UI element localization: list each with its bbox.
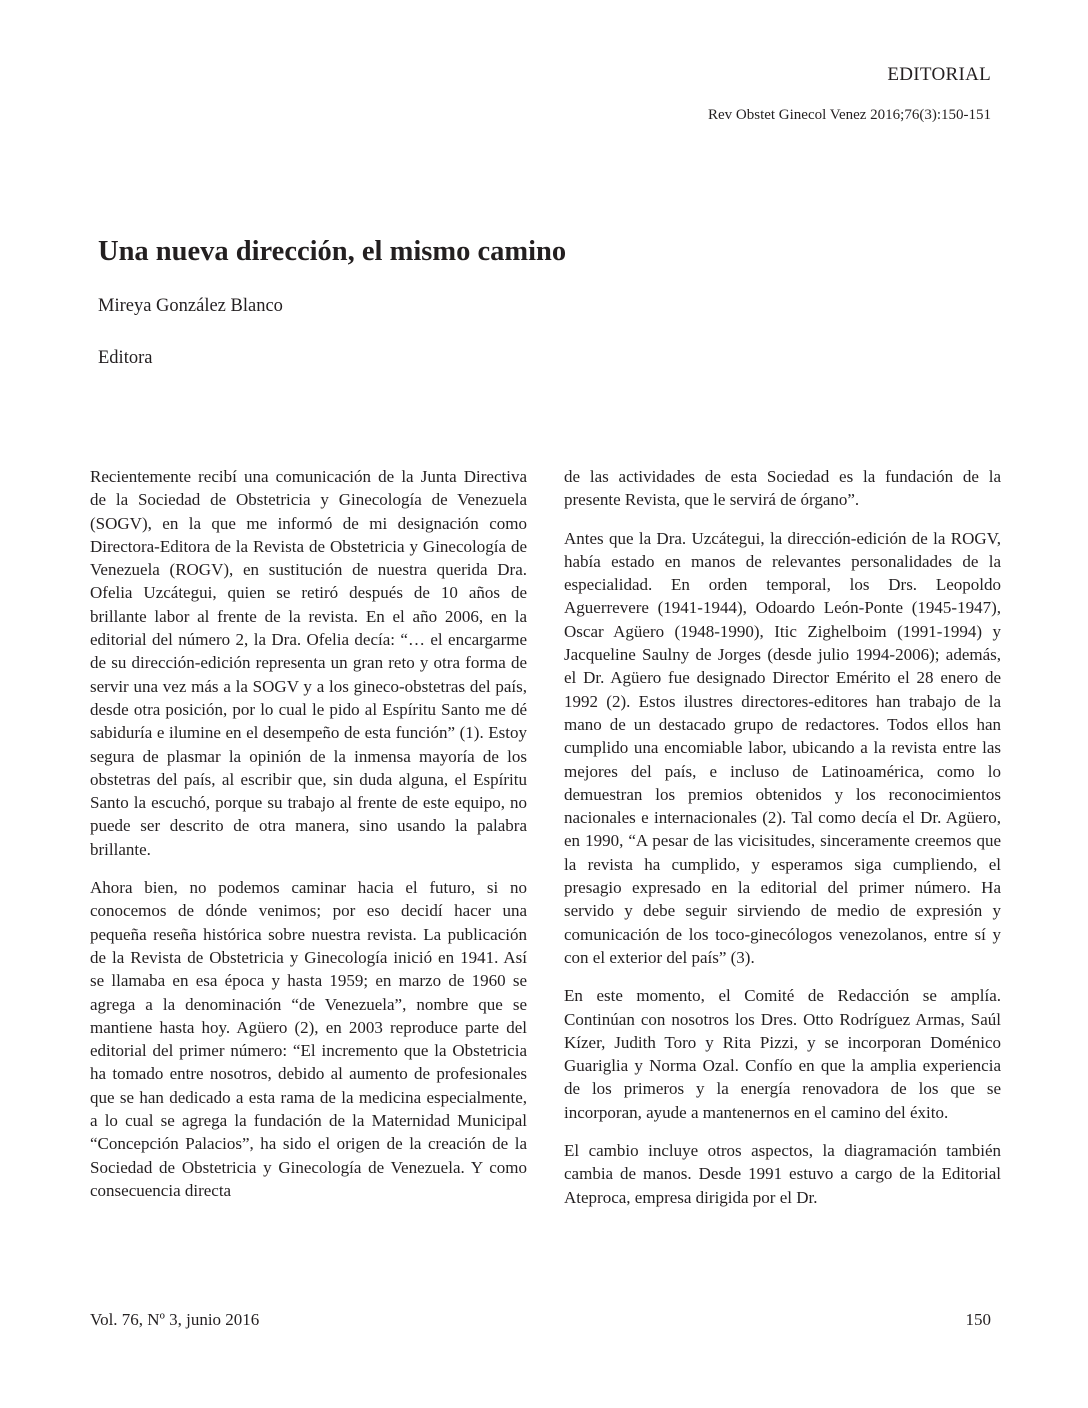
paragraph: de las actividades de esta Sociedad es la fundación de la presente Revista, que le servirá de órgano”. [564, 467, 1001, 510]
left-column [90, 465, 527, 1217]
author-name: Mireya González Blanco [98, 296, 283, 316]
article-title: Una nueva dirección, el mismo camino [98, 236, 567, 267]
paragraph: En este momento, el Comité de Redacción se amplía. Continúan con nosotros los Dres. Otto Rodríguez Armas, Saúl Kízer, Judith Toro y Rita Pizzi, y se incorporan Doménico Guariglia y Norma Ozal. Confío en que la amplia experiencia de los primeros y la energía renovadora de los que se incorporan, ayude a mantenernos en el camino del éxito. [564, 986, 1001, 1122]
paragraph: Ahora bien, no podemos caminar hacia el futuro, si no conocemos de dónde venimos; por eso decidí hacer una pequeña reseña histórica sobre nuestra revista. La publicación de la Revista de Obstetricia y Ginecología inició en 1941. Así se llamaba en esa época y hasta 1959; en marzo de 1960 se agrega a la denominación “de Venezuela”, nombre que se mantiene hasta hoy. Agüero (2), en 2003 reproduce parte del editorial del primer número: “El incremento que la Obstetricia ha tomado entre nosotros, debido al aumento de profesionales que se han dedicado a esta rama de la medicina especialmente, a lo cual se agrega la fundación de la Maternidad Municipal “Concepción Palacios”, ha sido el origen de la creación de la Sociedad de Obstetricia y Ginecología de Venezuela. Y como consecuencia directa [90, 878, 527, 1200]
paragraph: Antes que la Dra. Uzcátegui, la dirección-edición de la ROGV, había estado en manos de relevantes personalidades de la especialidad. En orden temporal, los Drs. Leopoldo Aguerrevere (1941-1944), Odoardo León-Ponte (1945-1947), Oscar Agüero (1948-1990), Itic Zighelboim (1991-1994) y Jacqueline Saulny de Jorges (desde julio 1994-2006); además, el Dr. Agüero fue designado Director Emérito el 28 enero de 1992 (2). Estos ilustres directores-editores han trabajo de la mano de un destacado grupo de redactores. Todos ellos han cumplido una encomiable labor, ubicando a la revista entre las mejores del país, e incluso de Latinoamérica, como lo demuestran los premios obtenidos y los reconocimientos nacionales e internacionales (2). Tal como decía el Dr. Agüero, en 1990, “A pesar de las vicisitudes, sinceramente creemos que la revista ha cumplido, y esperamos siga cumpliendo, el presagio expresado en la editorial del primer número. Ha servido y debe seguir sirviendo de medio de expresión y comunicación de los toco-ginecólogos venezolanos, entre sí y con el exterior del país” (3). [564, 528, 1001, 967]
author-role: Editora [98, 348, 153, 368]
paragraph: Recientemente recibí una comunicación de la Junta Directiva de la Sociedad de Obstetricia y Ginecología de Venezuela (SOGV), en la que me informó de mi designación como Directora-Editora de la Revista de Obstetricia y Ginecología de Venezuela (ROGV), en sustitución de nuestra querida Dra. Ofelia Uzcátegui, quien se retiró después de 10 años de brillante labor al frente de la revista. En el año 2006, en la editorial del número 2, la Dra. Ofelia decía: “… el encargarme de su dirección-edición representa un gran reto y otra forma de servir una vez más a la SOGV y a los gineco-obstetras del país, desde otra posición, por lo cual le pido al Espíritu Santo me dé sabiduría e ilumine en el desempeño de esta función” (1). Estoy segura de plasmar la opinión de la inmensa mayoría de los obstetras del país, al escribir que, sin duda alguna, el Espíritu Santo la escuchó, porque su trabajo al frente de este equipo, no puede ser descrito de otra manera, sino usando la palabra brillante. [90, 467, 527, 859]
footer-volume: Vol. 76, Nº 3, junio 2016 [90, 1310, 260, 1329]
page-number: 150 [965, 1310, 991, 1329]
section-label: EDITORIAL [887, 64, 991, 85]
journal-citation: Rev Obstet Ginecol Venez 2016;76(3):150-151 [707, 107, 991, 123]
paragraph: El cambio incluye otros aspectos, la diagramación también cambia de manos. Desde 1991 estuvo a cargo de la Editorial Ateproca, empresa dirigida por el Dr. [564, 1141, 1001, 1207]
right-column [564, 465, 1001, 1224]
